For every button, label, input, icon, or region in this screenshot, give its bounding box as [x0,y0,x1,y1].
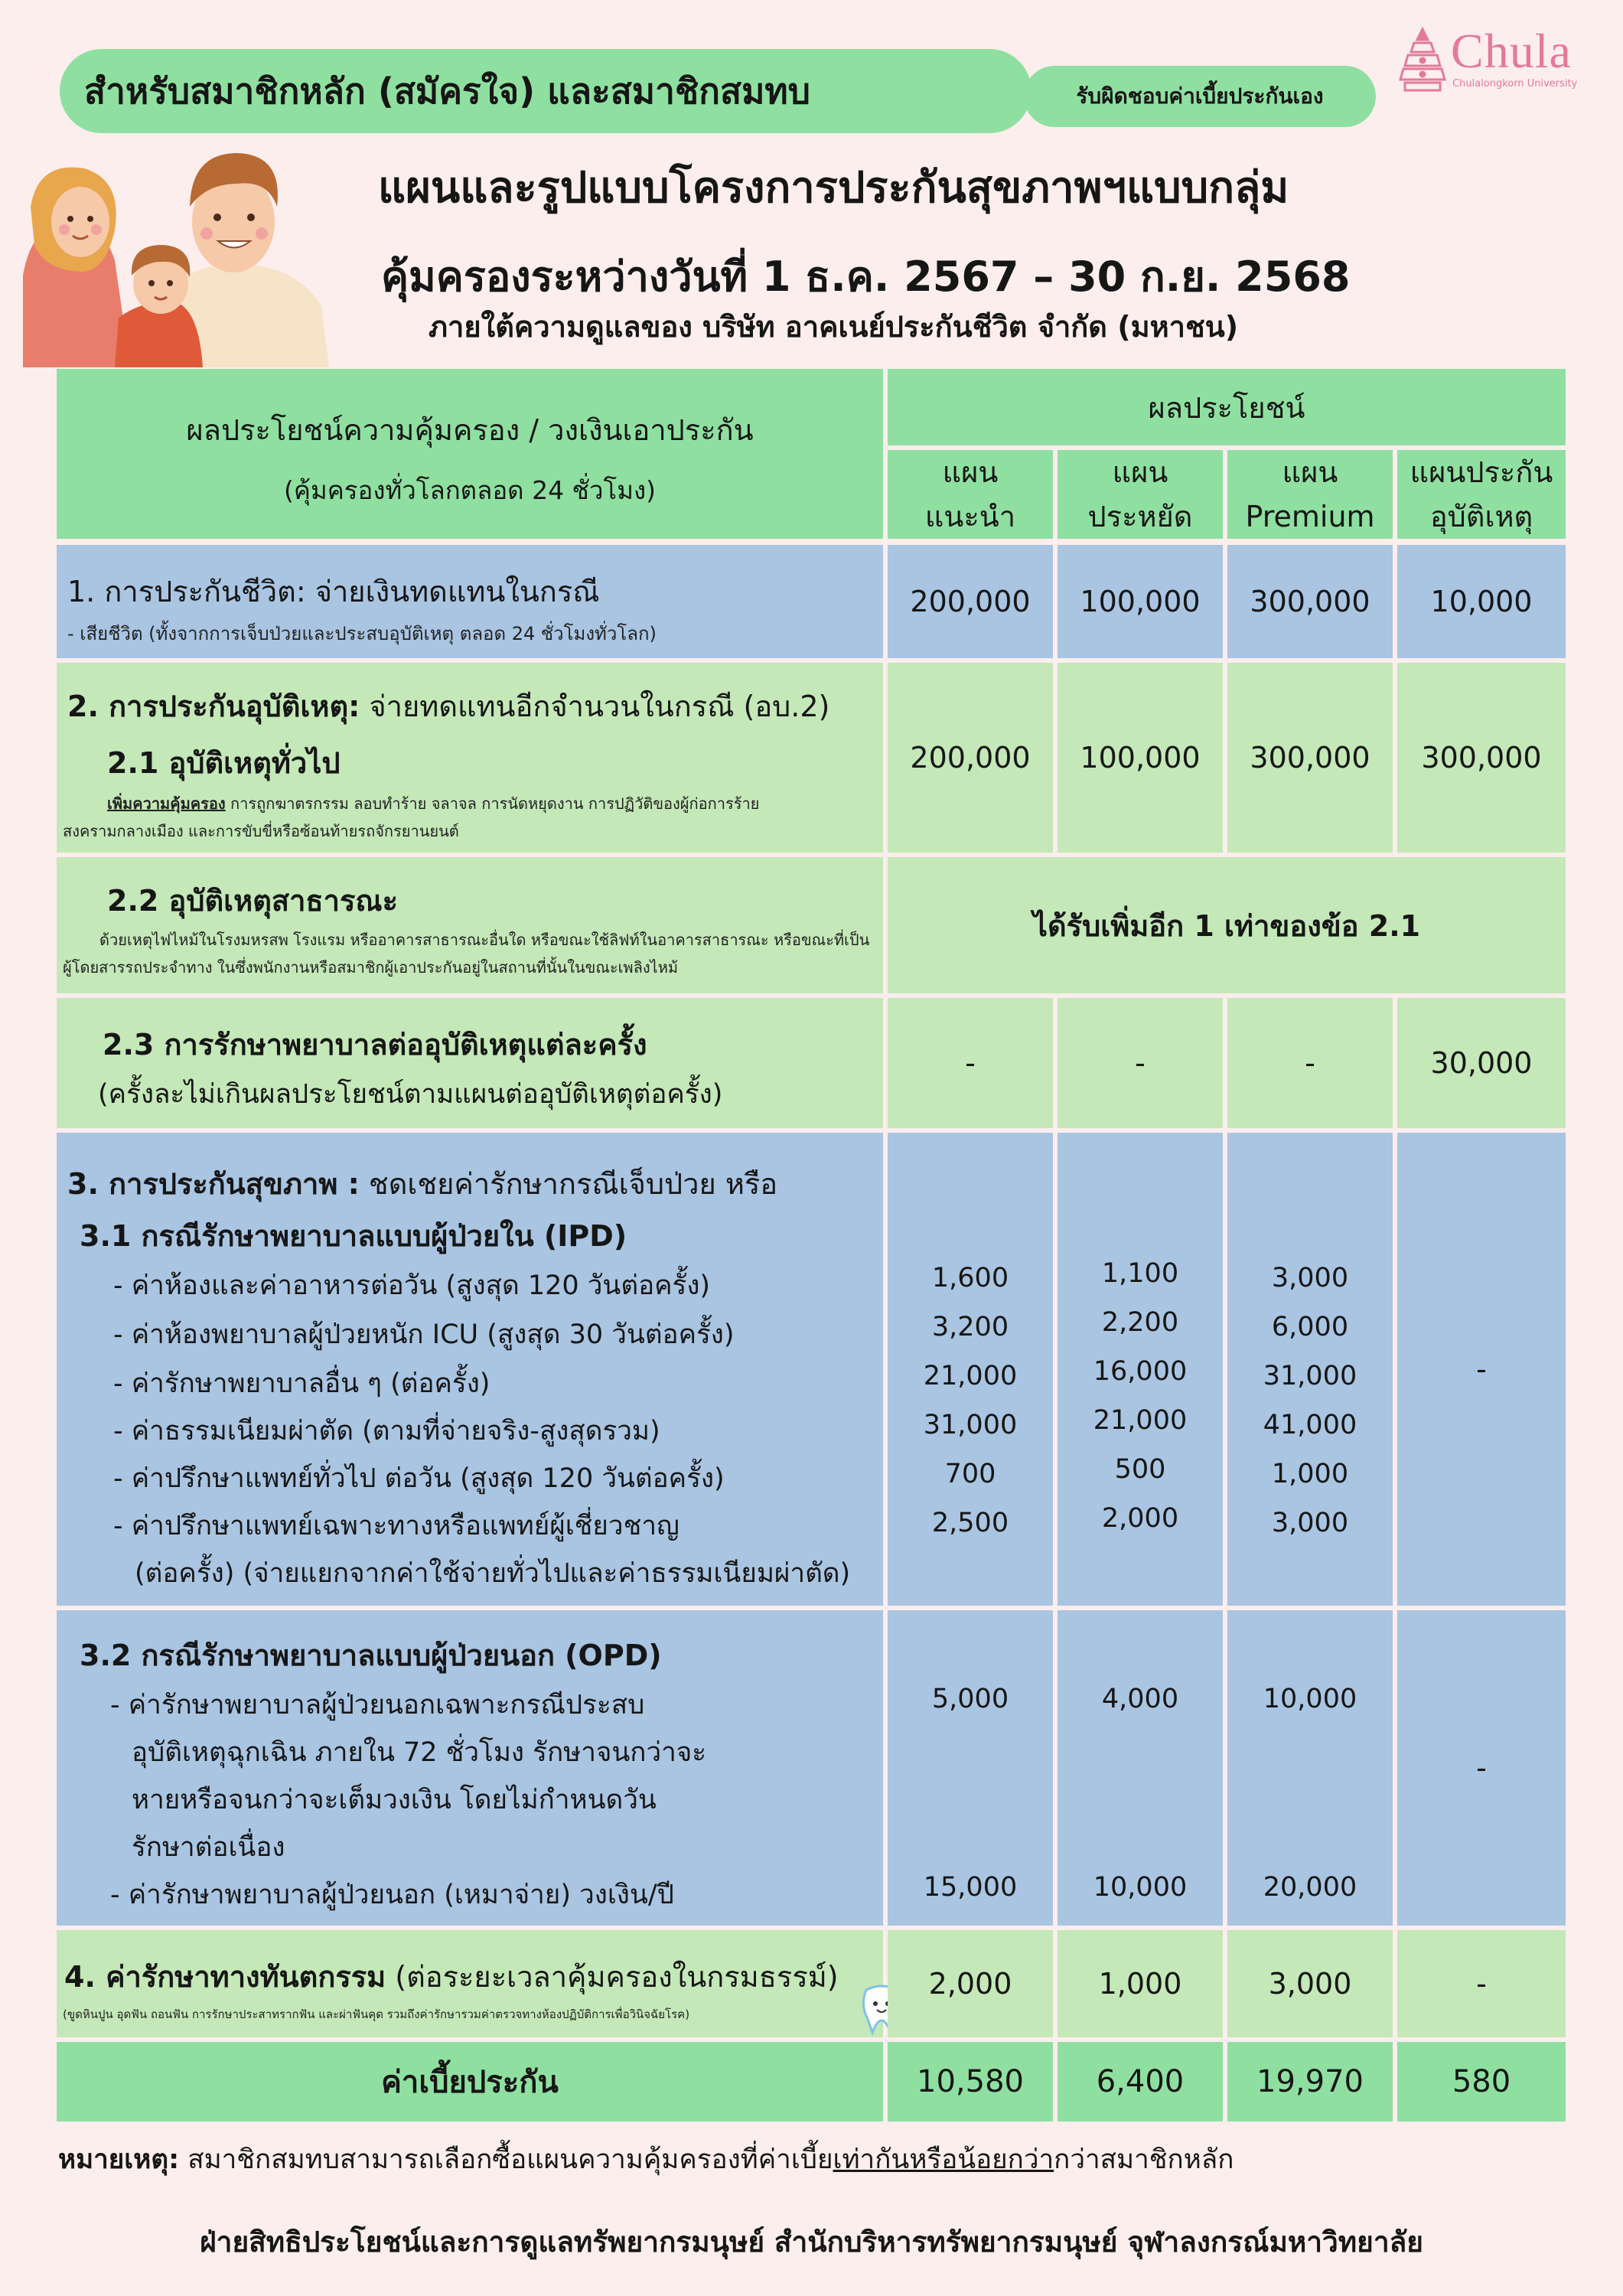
plan-header-premium [1227,450,1393,539]
public-accident-detail-line2: ผู้โดยสารรถประจำทาง ในซึ่งพนักงานหรือสมาชิกผู้เอาประกันอยู่ในสถานที่นั้นในขณะเพลิงไหม้ [63,958,679,977]
ipd-item-room: - ค่าห้องและค่าอาหารต่อวัน (สูงสุด 120 วันต่อครั้ง) [113,1270,711,1301]
public-accident-detail-line1: ด้วยเหตุไฟไหม้ในโรงมหรสพ โรงแรม หรืออาคารสาธารณะอื่นใด หรือขณะใช้ลิฟท์ในอาคารสาธารณะ หรือขณะที่เป็น [99,931,870,949]
dental-title-bold: 4. ค่ารักษาทางทันตกรรม [64,1960,386,1994]
ipd-values-recommended [888,1133,1053,1606]
coverage-header: ผลประโยชน์ความคุ้มครอง / วงเงินเอาประกัน [186,413,754,447]
logo-name: Chula [1451,24,1572,78]
dental-title-rest: (ต่อระยะเวลาคุ้มครองในกรมธรรม์) [386,1960,839,1994]
plan-header-line1: แผน [1112,455,1168,489]
plan-header-line2: Premium [1245,500,1375,533]
accident-value-economy: 100,000 [1058,663,1223,853]
dental-value-economy: 1,000 [1058,1930,1223,2037]
opd-values-economy [1058,1610,1223,1926]
accident-detail-line2: สงครามกลางเมือง และการขับขี่หรือซ้อนท้ายรถจักรยานยนต์ [63,822,459,840]
coverage-header-cell [57,369,883,539]
note-text-before: สมาชิกสมทบสามารถเลือกซื้อแผนความคุ้มครองที่ค่าเบี้ย [179,2144,833,2175]
ipd-value: 21,000 [923,1361,1018,1391]
page-title: แผนและรูปแบบโครงการประกันสุขภาพฯแบบกลุ่ม [378,163,1289,213]
premium-label: ค่าเบี้ยประกัน [57,2042,883,2122]
plan-header-economy [1058,450,1223,539]
opd-title: 3.2 กรณีรักษาพยาบาลแบบผู้ป่วยนอก (OPD) [80,1639,662,1672]
plan-header-accident [1397,450,1566,539]
ipd-item-surgery: - ค่าธรรมเนียมผ่าตัด (ตามที่จ่ายจริง-สูงสุดรวม) [113,1416,660,1446]
dental-detail: (ขูดหินปูน อุดฟัน ถอนฟัน การรักษาประสาทรากฟัน และผ่าฟันคุด รวมถึงค่ารักษารวมค่าตรวจทางห้องปฏิบัติการเพื่อวินิจฉัยโรค) [63,2007,690,2021]
ipd-item-specialist-cont: (ต่อครั้ง) (จ่ายแยกจากค่าใช้จ่ายทั่วไปและค่าธรรมเนียมผ่าตัด) [135,1558,851,1589]
ipd-value: 1,600 [931,1263,1009,1293]
accident-medical-value-premium: - [1227,998,1393,1128]
accident-label-cell [57,663,883,853]
insurer-line: ภายใต้ความดูแลของ บริษัท อาคเนย์ประกันชีวิต จำกัด (มหาชน) [429,310,1239,344]
ipd-label-cell [57,1133,883,1606]
main-banner [60,49,1031,133]
plan-header-line2: ประหยัด [1087,500,1193,533]
logo-university: Chulalongkorn University [1452,78,1578,90]
accident-medical-value-recommended: - [888,998,1053,1128]
accident-title [67,683,829,729]
premium-value-recommended: 10,580 [888,2042,1053,2122]
public-accident-label-cell [57,857,883,993]
note [58,2138,1234,2180]
opd-value: 4,000 [1101,1684,1179,1714]
ipd-value: 21,000 [1093,1405,1188,1436]
opd-value: 15,000 [923,1872,1018,1903]
opd-item-emergency: - ค่ารักษาพยาบาลผู้ป่วยนอกเฉพาะกรณีประสบ [110,1690,645,1720]
banner-sub-text: รับผิดชอบค่าเบี้ยประกันเอง [1076,83,1324,109]
plan-header-line2: แนะนำ [924,500,1016,533]
ipd-value: 3,000 [1271,1508,1349,1538]
life-insurance-title: 1. การประกันชีวิต: จ่ายเงินทดแทนในกรณี [67,575,600,608]
accident-value-recommended: 200,000 [888,663,1053,853]
accident-value-premium: 300,000 [1227,663,1393,853]
opd-value: 10,000 [1263,1684,1357,1714]
health-title-rest: ชดเชยค่ารักษากรณีเจ็บป่วย หรือ [359,1167,778,1201]
dental-label-cell [57,1930,883,2037]
opd-values-recommended [888,1610,1053,1926]
accident-detail-emphasis: เพิ่มความคุ้มครอง [107,794,226,813]
ipd-item-gp: - ค่าปรึกษาแพทย์ทั่วไป ต่อวัน (สูงสุด 120 วันต่อครั้ง) [113,1463,725,1494]
accident-medical-label-cell [57,998,883,1128]
opd-item-emergency-cont3: รักษาต่อเนื่อง [132,1832,285,1863]
accident-value-accident: 300,000 [1397,663,1566,853]
general-accident-title: 2.1 อุบัติเหตุทั่วไป [107,746,341,780]
accident-detail-text: การถูกฆาตรกรรม ลอบทำร้าย จลาจล การนัดหยุดงาน การปฏิวัติของผู้ก่อการร้าย [225,794,760,813]
banner-main-text: สำหรับสมาชิกหลัก (สมัครใจ) และสมาชิกสมทบ [84,70,810,112]
ipd-item-specialist: - ค่าปรึกษาแพทย์เฉพาะทางหรือแพทย์ผู้เชี่ยวชาญ [113,1511,680,1541]
dental-title [64,1953,839,2000]
accident-detail-line1 [107,791,759,816]
opd-label-cell [57,1610,883,1926]
health-title [67,1160,777,1207]
public-accident-benefit: ได้รับเพิ่มอีก 1 เท่าของข้อ 2.1 [888,857,1566,993]
footer: ฝ่ายสิทธิประโยชน์และการดูแลทรัพยากรมนุษย์ สำนักบริหารทรัพยากรมนุษย์ จุฬาลงกรณ์มหาวิทยาลัย [200,2226,1423,2258]
premium-value-premium: 19,970 [1227,2042,1393,2122]
ipd-value: 16,000 [1093,1356,1188,1387]
plan-header-line1: แผน [1282,455,1338,489]
accident-medical-value-accident: 30,000 [1397,998,1566,1128]
life-value-economy: 100,000 [1058,545,1223,658]
plan-header-line1: แผนประกัน [1410,455,1553,489]
opd-values-premium [1227,1610,1393,1926]
ipd-value-accident: - [1397,1133,1566,1606]
coverage-period: คุ้มครองระหว่างวันที่ 1 ธ.ค. 2567 – 30 ก.ย. 2568 [381,253,1351,301]
dental-value-premium: 3,000 [1227,1930,1393,2037]
ipd-value: 2,200 [1101,1307,1179,1338]
ipd-value: 1,000 [1271,1459,1349,1489]
health-title-bold: 3. การประกันสุขภาพ : [67,1167,360,1201]
life-value-recommended: 200,000 [888,545,1053,658]
ipd-value: 6,000 [1271,1312,1349,1342]
premium-value-economy: 6,400 [1058,2042,1223,2122]
chula-logo [1397,26,1596,95]
plan-header-line1: แผน [942,455,999,489]
accident-title-rest: จ่ายทดแทนอีกจำนวนในกรณี (อบ.2) [360,690,830,723]
opd-value: 10,000 [1093,1872,1188,1903]
ipd-value: 3,200 [931,1312,1009,1342]
opd-item-emergency-cont2: หายหรือจนกว่าจะเต็มวงเงิน โดยไม่กำหนดวัน [132,1785,657,1815]
plan-header-line2: อุบัติเหตุ [1429,500,1533,533]
note-label: หมายเหตุ: [58,2144,180,2175]
opd-value: 5,000 [931,1684,1009,1714]
ipd-item-icu: - ค่าห้องพยาบาลผู้ป่วยหนัก ICU (สูงสุด 30 วันต่อครั้ง) [113,1319,735,1350]
life-insurance-label-cell [57,545,883,658]
sub-banner [1024,66,1376,127]
ipd-item-other: - ค่ารักษาพยาบาลอื่น ๆ (ต่อครั้ง) [113,1368,490,1399]
opd-item-emergency-cont1: อุบัติเหตุฉุกเฉิน ภายใน 72 ชั่วโมง รักษาจนกว่าจะ [132,1737,707,1768]
life-insurance-detail: - เสียชีวิต (ทั้งจากการเจ็บป่วยและประสบอุบัติเหตุ ตลอด 24 ชั่วโมงทั่วโลก) [67,623,657,644]
life-value-premium: 300,000 [1227,545,1393,658]
ipd-value: 3,000 [1271,1263,1349,1293]
family-illustration-icon [15,138,337,367]
benefit-header-label: ผลประโยชน์ [1148,390,1305,425]
accident-medical-title: 2.3 การรักษาพยาบาลต่ออุบัติเหตุแต่ละครั้ง [103,1028,647,1062]
plan-header-recommended [888,450,1053,539]
note-text-underline: เท่ากันหรือน้อยกว่า [833,2144,1054,2175]
benefit-header [888,369,1566,445]
ipd-values-economy [1058,1133,1223,1606]
opd-value-accident: - [1397,1610,1566,1926]
ipd-value: 700 [944,1459,996,1489]
dental-value-recommended: 2,000 [888,1930,1053,2037]
ipd-value: 31,000 [923,1410,1018,1440]
accident-title-bold: 2. การประกันอุบัติเหตุ: [67,690,360,723]
premium-value-accident: 580 [1397,2042,1566,2122]
ipd-value: 1,100 [1101,1258,1179,1289]
ipd-value: 2,000 [1101,1503,1179,1534]
note-text-after: กว่าสมาชิกหลัก [1054,2144,1234,2175]
dental-value-accident: - [1397,1930,1566,2037]
ipd-values-premium [1227,1133,1393,1606]
ipd-value: 41,000 [1263,1410,1357,1440]
accident-medical-detail: (ครั้งละไม่เกินผลประโยชน์ตามแผนต่ออุบัติเหตุต่อครั้ง) [98,1079,723,1110]
ipd-value: 2,500 [931,1508,1009,1538]
life-value-accident: 10,000 [1397,545,1566,658]
opd-item-lumpsum: - ค่ารักษาพยาบาลผู้ป่วยนอก (เหมาจ่าย) วงเงิน/ปี [110,1880,674,1910]
accident-medical-value-economy: - [1058,998,1223,1128]
coverage-header-note: (คุ้มครองทั่วโลกตลอด 24 ชั่วโมง) [284,475,656,505]
ipd-title: 3.1 กรณีรักษาพยาบาลแบบผู้ป่วยใน (IPD) [80,1219,627,1253]
public-accident-title: 2.2 อุบัติเหตุสาธารณะ [107,884,399,918]
ipd-value: 500 [1114,1454,1166,1485]
phra-kiao-emblem-icon [1397,26,1448,93]
opd-value: 20,000 [1263,1872,1357,1903]
ipd-value: 31,000 [1263,1361,1357,1391]
